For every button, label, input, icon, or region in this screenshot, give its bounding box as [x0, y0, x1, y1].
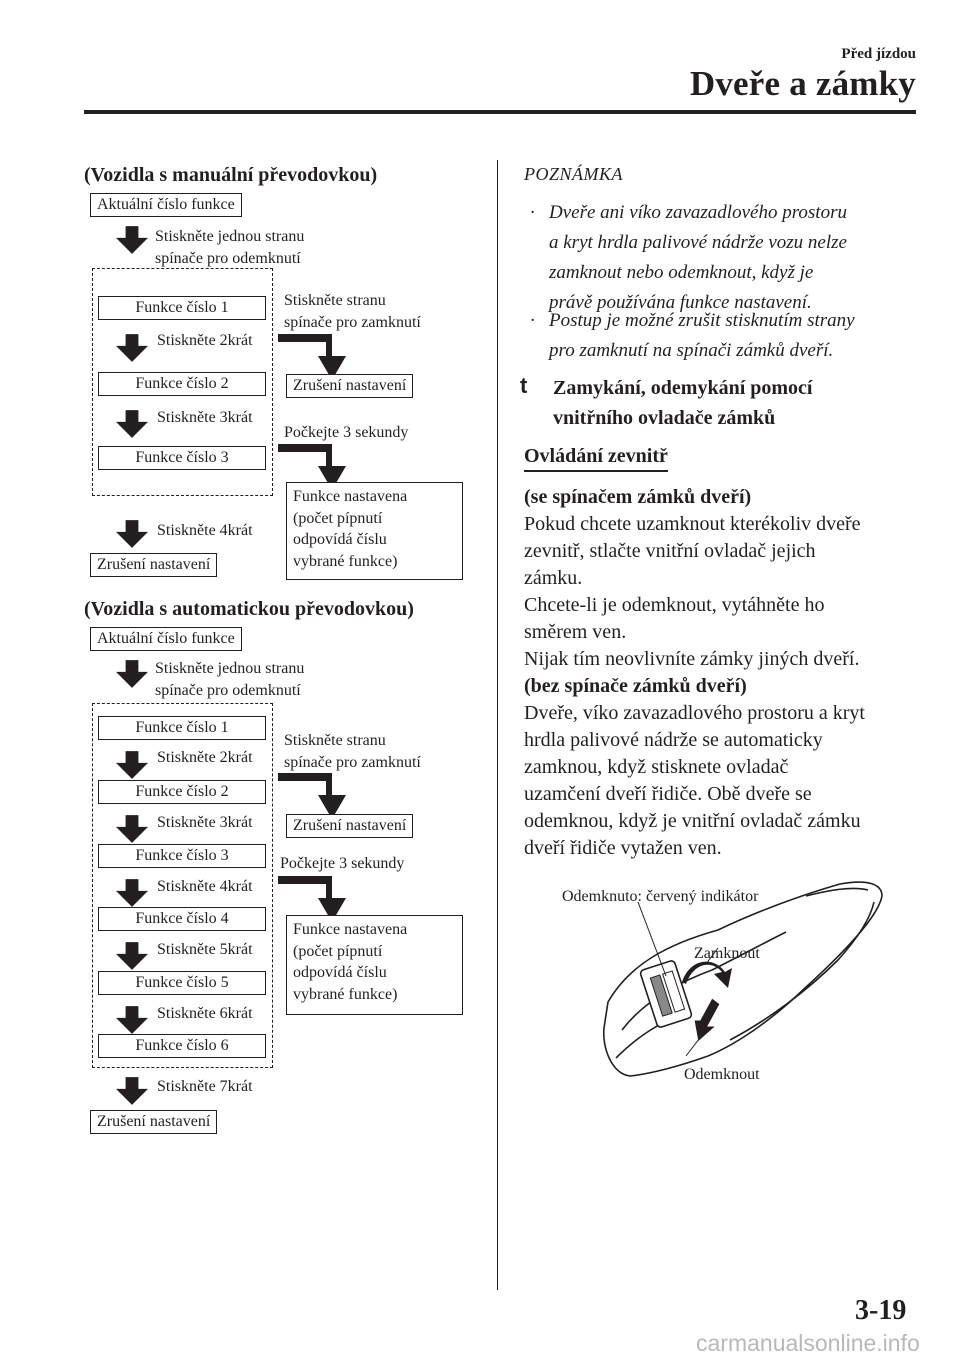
auto-cancel: Zrušení nastavení: [90, 1110, 217, 1134]
unlock-arrow-icon: [694, 998, 720, 1042]
manual-press-3: Stiskněte 3krát: [157, 409, 253, 426]
note-1-line-1: Dveře ani víko zavazadlového prostoru: [549, 202, 847, 223]
auto-press-2: Stiskněte 2krát: [157, 749, 253, 766]
manual-function-1: Funkce číslo 1: [98, 296, 266, 320]
auto-function-3: Funkce číslo 3: [98, 844, 266, 868]
with-switch-label: (se spínačem zámků dveří): [524, 486, 752, 508]
manual-arrow-down: [116, 226, 148, 254]
para2-line-6: dveří řidiče vytažen ven.: [524, 837, 722, 859]
note-item-2: [530, 306, 910, 366]
manual-cancel-right: Zrušení nastavení: [286, 374, 413, 398]
auto-current-function: Aktuální číslo funkce: [90, 627, 242, 651]
manual-wait: Počkejte 3 sekundy: [284, 424, 409, 441]
auto-function-1: Funkce číslo 1: [98, 716, 266, 740]
lock-arrow-icon: [682, 962, 732, 988]
auto-press-5: Stiskněte 5krát: [157, 941, 253, 958]
auto-wait: Počkejte 3 sekundy: [280, 855, 405, 872]
note-item-1: [530, 198, 910, 318]
note-2-line-1: Postup je možné zrušit stisknutím strany: [549, 310, 855, 331]
auto-press-unlock-1: Stiskněte jednou stranu: [155, 660, 305, 677]
body-paragraph-1: [524, 484, 919, 862]
manual-result-line-2: (počet pípnutí: [293, 509, 383, 527]
automatic-title: (Vozidla s automatickou převodovkou): [84, 598, 414, 620]
para2-line-5: odemknou, když je vnitřní ovladač zámku: [524, 810, 861, 832]
auto-press-lock-1: Stiskněte stranu: [284, 732, 386, 749]
para2-line-3: zamknou, když stisknete ovladač: [524, 756, 789, 778]
auto-arrow-down: [116, 1006, 148, 1034]
manual-arrow-down: [116, 520, 148, 548]
manual-cancel: Zrušení nastavení: [90, 553, 217, 577]
note-2-line-2: pro zamknutí na spínači zámků dveří.: [549, 340, 834, 361]
figure-label-indicator: Odemknuto: červený indikátor: [562, 888, 759, 905]
section-heading-line-2: vnitřního ovladače zámků: [553, 407, 776, 429]
figure-label-lock: Zamknout: [694, 945, 760, 962]
bullet-icon: ·: [530, 310, 535, 331]
para1-line-4: Chcete-li je odemknout, vytáhněte ho: [524, 594, 825, 616]
para1-line-6: Nijak tím neovlivníte zámky jiných dveří.: [524, 648, 860, 670]
section-marker-icon: t: [520, 373, 528, 398]
auto-arrow-down: [116, 815, 148, 843]
lock-switch-icon: [640, 960, 693, 1028]
manual-press-last: Stiskněte 4krát: [157, 522, 253, 539]
manual-press-unlock-1: Stiskněte jednou stranu: [155, 228, 305, 245]
auto-cancel-right: Zrušení nastavení: [286, 814, 413, 838]
manual-current-function: Aktuální číslo funkce: [90, 193, 242, 217]
bullet-icon: ·: [530, 202, 535, 223]
para1-line-1: Pokud chcete uzamknout kterékoliv dveře: [524, 513, 861, 535]
header-section: Před jízdou: [841, 46, 916, 62]
auto-result-line-4: vybrané funkce): [293, 985, 398, 1003]
note-1-line-2: a kryt hrdla palivové nádrže vozu nelze: [549, 232, 847, 253]
auto-press-unlock-2: spínače pro odemknutí: [155, 682, 301, 699]
column-divider: [497, 160, 498, 1290]
manual-function-2: Funkce číslo 2: [98, 372, 266, 396]
door-lock-figure: [590, 880, 910, 1090]
para1-line-3: zámku.: [524, 567, 583, 589]
auto-result-line-1: Funkce nastavena: [293, 921, 408, 938]
section-heading: [553, 373, 913, 433]
note-1-line-3: zamknout nebo odemknout, když je: [549, 262, 814, 283]
manual-result-line-1: Funkce nastavena: [293, 488, 408, 505]
note-title: POZNÁMKA: [524, 164, 624, 184]
auto-press-last: Stiskněte 7krát: [157, 1078, 253, 1095]
auto-press-3: Stiskněte 3krát: [157, 814, 253, 831]
manual-press-unlock-2: spínače pro odemknutí: [155, 250, 301, 267]
figure-label-unlock: Odemknout: [684, 1066, 760, 1083]
auto-press-lock-2: spínače pro zamknutí: [284, 754, 421, 771]
manual-result-box: [286, 482, 463, 580]
auto-result-line-3: odpovídá číslu: [293, 964, 387, 981]
auto-arrow-down: [116, 751, 148, 779]
auto-arrow-down: [116, 660, 148, 688]
auto-arrow-down: [116, 942, 148, 970]
auto-arrow-down: [116, 1077, 148, 1105]
manual-result-line-4: vybrané funkce): [293, 552, 398, 570]
para2-line-4: uzamčení dveří řidiče. Obě dveře se: [524, 783, 812, 805]
manual-result-line-3: odpovídá číslu: [293, 531, 387, 548]
page-number: 3-19: [855, 1295, 907, 1326]
manual-press-2: Stiskněte 2krát: [157, 332, 253, 349]
manual-title: (Vozidla s manuální převodovkou): [84, 164, 378, 186]
manual-press-lock-1: Stiskněte stranu: [284, 292, 386, 309]
watermark: carmanualsonline.info: [696, 1330, 920, 1356]
manual-arrow-down: [116, 410, 148, 438]
manual-function-3: Funkce číslo 3: [98, 446, 266, 470]
note-1-line-4: právě používána funkce nastavení.: [549, 292, 812, 313]
auto-press-6: Stiskněte 6krát: [157, 1005, 253, 1022]
auto-function-6: Funkce číslo 6: [98, 1034, 266, 1058]
manual-press-lock-2: spínače pro zamknutí: [284, 314, 421, 331]
page-title: Dveře a zámky: [689, 64, 916, 103]
without-switch-label: (bez spínače zámků dveří): [524, 675, 747, 697]
para1-line-2: zevnitř, stlačte vnitřní ovladač jejich: [524, 540, 816, 562]
auto-result-box: [286, 915, 463, 1015]
auto-function-2: Funkce číslo 2: [98, 780, 266, 804]
section-heading-line-1: Zamykání, odemykání pomocí: [553, 377, 813, 399]
para1-line-5: směrem ven.: [524, 621, 627, 643]
auto-function-4: Funkce číslo 4: [98, 907, 266, 931]
header-rule: [84, 110, 916, 114]
auto-result-line-2: (počet pípnutí: [293, 942, 383, 960]
para2-line-2: hrdla palivové nádrže se automaticky: [524, 729, 823, 751]
manual-arrow-down: [116, 334, 148, 362]
auto-function-5: Funkce číslo 5: [98, 971, 266, 995]
auto-arrow-down: [116, 879, 148, 907]
para2-line-1: Dveře, víko zavazadlového prostoru a kryt: [524, 702, 865, 724]
subheading-inside: Ovládání zevnitř: [524, 445, 668, 472]
auto-press-4: Stiskněte 4krát: [157, 878, 253, 895]
